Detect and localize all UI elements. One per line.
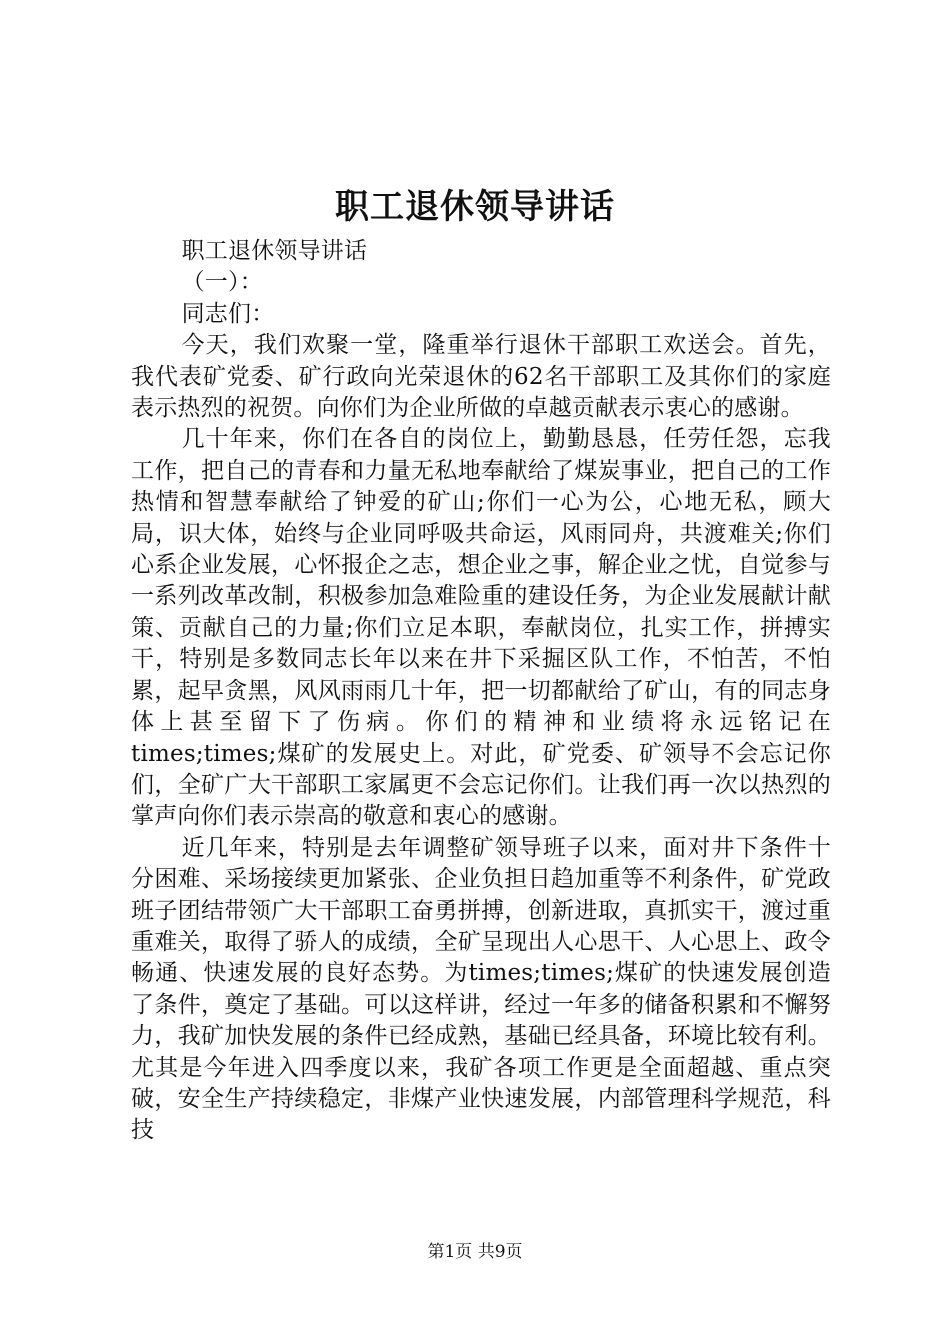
body-paragraph-gratitude: 几十年来，你们在各自的岗位上，勤勤恳恳，任劳任怨，忘我工作，把自己的青春和力量无私地奉献给了煤炭事业，把自己的工作热情和智慧奉献给了钟爱的矿山;你们一心为公，心地无私，顾大局，识大体，始终与企业同呼吸共命运，风雨同舟，共渡难关;你们心系企业发展，心怀报企之志，想企业之事，解企业之忧，自觉参与一系列改革改制，积极参加急难险重的建设任务，为企业发展献计献策、贡献自己的力量;你们立足本职，奉献岗位，扎实工作，拼搏实干，特别是多数同志长年以来在井下采掘区队工作，不怕苦，不怕累，起早贪黑，风风雨雨几十年，把一切都献给了矿山，有的同志身体上甚至留下了伤病。你们的精神和业绩将永远铭记在times;times;煤矿的发展史上。对此，矿党委、矿领导不会忘记你们，全矿广大干部职工家属更不会忘记你们。让我们再一次以热烈的掌声向你们表示崇高的敬意和衷心的感谢。: [131, 426, 831, 830]
body-paragraph-salutation: 同志们：: [181, 300, 275, 327]
document-body: [131, 236, 831, 1147]
page-number-footer: 第1页 共9页: [427, 1242, 523, 1262]
body-paragraph-section-number: （一）：: [181, 269, 263, 296]
document-title: 职工退休领导讲话: [335, 187, 615, 227]
body-paragraph-achievements: 近几年来，特别是去年调整矿领导班子以来，面对井下条件十分困难、采场接续更加紧张、企业负担日趋加重等不利条件，矿党政班子团结带领广大干部职工奋勇拼搏，创新进取，真抓实干，渡过重重难关，取得了骄人的成绩，全矿呈现出人心思干、人心思上、政令畅通、快速发展的良好态势。为times;times;煤矿的快速发展创造了条件，奠定了基础。可以这样讲，经过一年多的储备积累和不懈努力，我矿加快发展的条件已经成熟，基础已经具备，环境比较有利。尤其是今年进入四季度以来，我矿各项工作更是全面超越、重点突破，安全生产持续稳定，非煤产业快速发展，内部管理科学规范，科技: [131, 834, 831, 1144]
body-paragraph-heading: 职工退休领导讲话: [181, 238, 368, 264]
body-paragraph-opening: 今天，我们欢聚一堂，隆重举行退休干部职工欢送会。首先，我代表矿党委、矿行政向光荣退休的62名干部职工及其你们的家庭表示热烈的祝贺。向你们为企业所做的卓越贡献表示衷心的感谢。: [131, 332, 831, 422]
